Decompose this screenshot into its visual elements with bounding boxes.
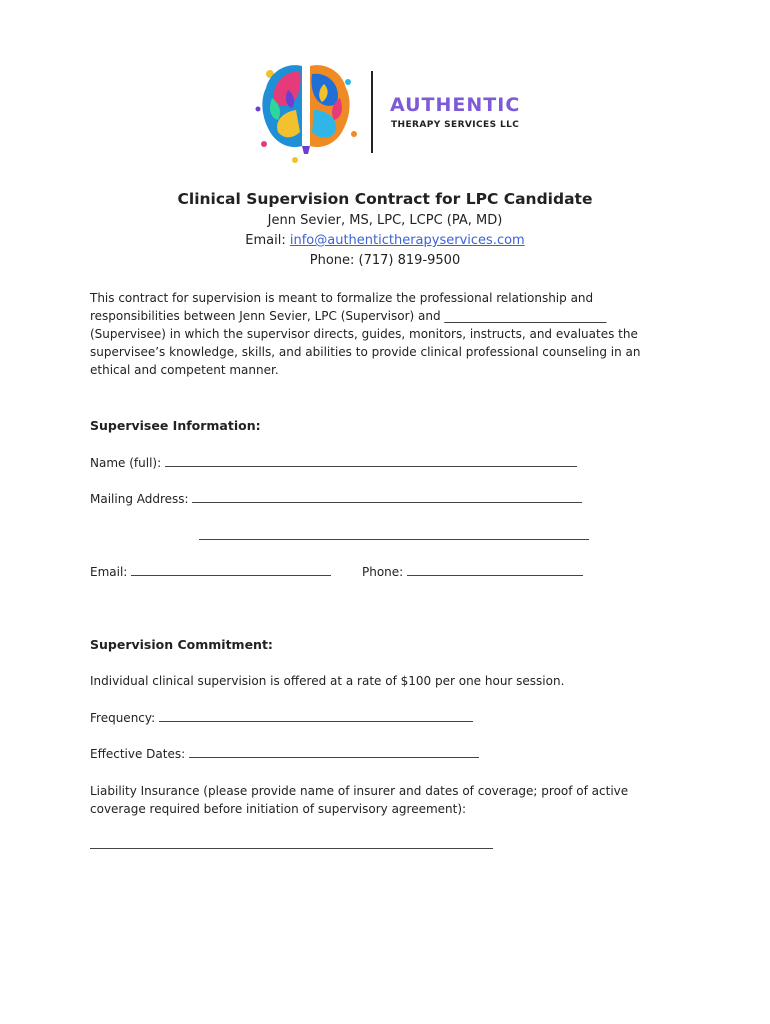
brand-subtitle: THERAPY SERVICES LLC	[391, 120, 520, 130]
rate-text: Individual clinical supervision is offered at a rate of $100 per one hour session.	[90, 674, 565, 688]
phone-line: Phone: (717) 819-9500	[309, 253, 461, 268]
intro-paragraph: This contract for supervision is meant to formalize the professional relationship and responsibilities between Jenn Sevier, LPC (Supervisor) and ___________________________ (Supervisee) in which the supervisor directs, guides, monitors, instructs, and evaluates the supervisee’s knowledge, skills, and abilities to provide clinical professional counseling in an ethical and competent manner.	[90, 291, 641, 377]
email-line	[0, 233, 770, 248]
mailing-address-blank[interactable]	[192, 491, 582, 503]
email-field-label: Email:	[90, 565, 128, 579]
name-label: Name (full):	[90, 456, 162, 470]
name-blank[interactable]	[165, 455, 577, 467]
liability-insurance-text: Liability Insurance (please provide name of insurer and dates of coverage; proof of active coverage required before initiation of supervisory agreement):	[90, 784, 629, 816]
liability-insurance-blank[interactable]	[90, 848, 493, 849]
supervisee-info-heading: Supervisee Information:	[90, 418, 261, 433]
phone-blank[interactable]	[407, 564, 583, 576]
email-blank[interactable]	[131, 564, 331, 576]
frequency-blank[interactable]	[159, 710, 473, 722]
colorful-brain-icon	[250, 54, 365, 166]
mailing-address-blank-line-2[interactable]	[199, 539, 589, 540]
brand-name: AUTHENTIC	[390, 94, 521, 116]
document-title: Clinical Supervision Contract for LPC Candidate	[177, 190, 593, 208]
effective-dates-label: Effective Dates:	[90, 747, 186, 761]
frequency-label: Frequency:	[90, 711, 156, 725]
phone-field	[362, 564, 583, 579]
effective-dates-blank[interactable]	[189, 746, 479, 758]
effective-dates-field	[90, 746, 479, 761]
phone-field-label: Phone:	[362, 565, 404, 579]
company-logo	[250, 54, 540, 166]
frequency-field	[90, 710, 473, 725]
supervision-commitment-heading: Supervision Commitment:	[90, 637, 273, 652]
mailing-address-label: Mailing Address:	[90, 492, 189, 506]
email-field	[90, 564, 331, 579]
mailing-address-field	[90, 491, 582, 506]
logo-divider	[371, 71, 373, 153]
email-link[interactable]: info@authentictherapyservices.com	[289, 233, 525, 248]
email-label: Email:	[245, 233, 290, 248]
supervisor-credentials: Jenn Sevier, MS, LPC, LCPC (PA, MD)	[267, 213, 503, 228]
name-field	[90, 455, 577, 470]
